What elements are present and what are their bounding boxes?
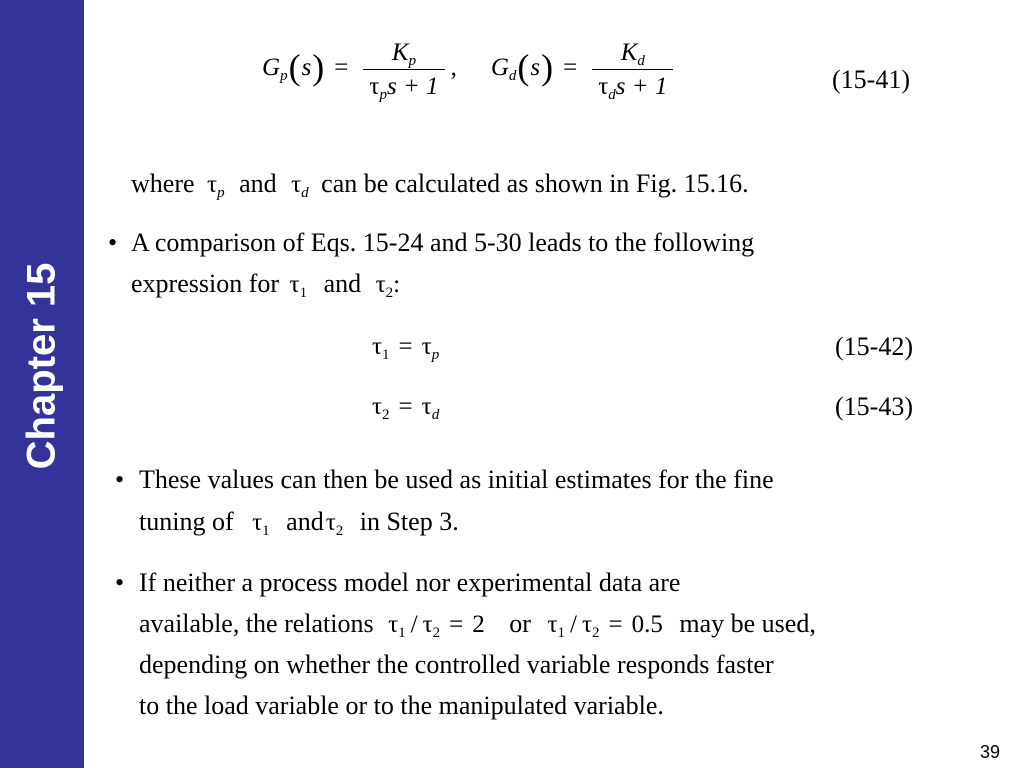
bullet3-line2: available, the relations $\tau_1 / \tau_2 = 2$ or $\tau_1 / \tau_2 = 0.5$ may be used, [139,609,816,641]
page-number: 39 [980,742,1001,762]
equation-number-15-43: (15-43) [835,392,913,421]
gp-fraction: $\frac{K_p}{\tau_ps + 1}$ [363,40,444,99]
bullet1-line1: A comparison of Eqs. 15-24 and 5-30 leads to the following [131,228,755,257]
where-line: where $\tau_p$ and $\tau_d$ can be calculated as shown in Fig. 15.16. [131,169,749,201]
bullet3-line1: If neither a process model nor experimental data are [139,568,681,597]
bullet3-line4: to the load variable or to the manipulated variable. [139,691,664,720]
bullet2-line1: These values can then be used as initial estimates for the fine [139,465,774,494]
bullet1-line2: expression for $\tau_1$ and $\tau_2$: [131,269,401,301]
bullet3-line3: depending on whether the controlled variable responds faster [139,650,774,679]
chapter-label: Chapter 15 [19,262,64,470]
equation-15-41: $G_p(s)$ = $\frac{K_p}{\tau_ps + 1}$ , $G_d(s)$ = $\frac{K_d}{\tau_ds + 1}$ [262,40,679,99]
equation-15-42: $\tau_1 = \tau_p$ [372,333,440,363]
chapter-sidebar [0,0,84,768]
equation-number-15-41: (15-41) [832,65,910,94]
bullet-marker: • [108,228,118,257]
bullet-marker: • [115,568,125,597]
gd-fraction: $\frac{K_d}{\tau_ds + 1}$ [592,40,673,99]
bullet2-line2: tuning of $\tau_1$ andτ$_2$ in Step 3. [139,507,459,539]
equation-15-43: $\tau_2 = \tau_d$ [372,393,440,423]
equation-number-15-42: (15-42) [835,332,913,361]
bullet-marker: • [115,465,125,494]
